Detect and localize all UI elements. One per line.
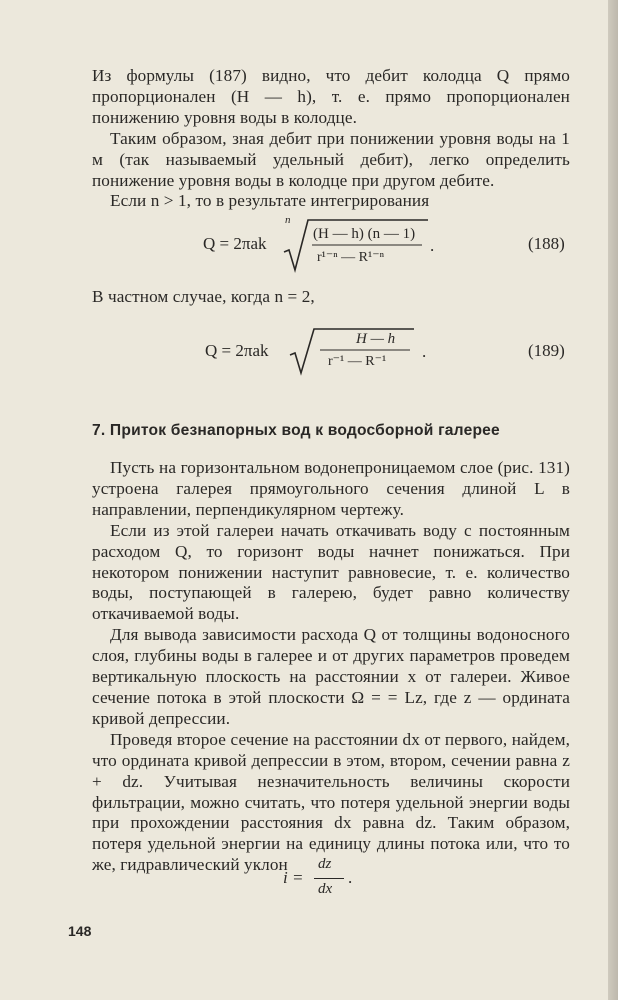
section-heading: 7. Приток безнапорных вод к водосборной галерее [92,422,500,439]
formula-189-number: (189) [528,341,565,360]
text-block-top [92,66,570,212]
formula-188-denominator: r¹⁻ⁿ — R¹⁻ⁿ [317,250,384,265]
formula-188 [0,214,608,284]
formula-189-numerator: H — h [356,331,396,347]
paragraph-4: В частном случае, когда n = 2, [92,287,315,306]
formula-slope [0,854,608,904]
paragraph-7: Для вывода зависимости расхода Q от толщины водоносного слоя, глубины воды в галерее и от других параметров проведем вертикальную плоскость на расстоянии x от галереи. Живое сечение потока в этой плоскости Ω = = Lz, где z — ордината кривой депрессии. [92,625,570,728]
formula-189 [0,325,608,385]
page-spine [608,0,618,1000]
fraction-bar-icon [314,877,344,880]
formula-189-lhs: Q = 2πak [205,341,269,360]
formula-188-number: (188) [528,234,565,253]
paragraph-2: Таким образом, зная дебит при понижении уровня воды на 1 м (так называемый удельный дебит), легко определить понижение уровня воды в колодце при другом дебите. [92,128,570,190]
formula-189-denominator: r⁻¹ — R⁻¹ [328,354,387,369]
formula-189-period: . [422,342,427,361]
paragraph-6: Если из этой галереи начать откачивать воду с постоянным расходом Q, то горизонт воды начнет понижаться. При некотором понижении наступит равновесие, т. е. количество воды, поступающей в галерею, будет равно количеству откачиваемой воды. [92,520,570,624]
formula-slope-lhs: i = [283,868,304,887]
paragraph-1: Из формулы (187) видно, что дебит колодца Q прямо пропорционален (H — h), т. е. прямо пропорционален понижению уровня воды в колодце. [92,66,570,127]
formula-188-period: . [430,236,435,255]
formula-slope-numerator: dz [318,856,332,872]
page-number: 148 [68,923,92,939]
text-block-mid [92,287,570,308]
paragraph-3: Если n > 1, то в результате интегрирования [110,191,430,211]
formula-slope-denominator: dx [318,881,333,897]
paragraph-8: Проведя второе сечение на расстоянии dx от первого, найдем, что ордината кривой депрессии в этом, втором, сечении равна z + dz. Учитывая незначительность величины скорости фильтрации, можно считать, что потеря удельной энергии воды при прохождении расстояния dx равна dz. Таким образом, потеря удельной энергии на единицу длины потока или, что то же, гидравлический уклон [92,729,570,875]
formula-188-numerator: (H — h) (n — 1) [313,226,416,242]
text-block-bottom [92,458,570,876]
formula-slope-period: . [348,868,353,887]
formula-188-lhs: Q = 2πak [203,234,267,253]
paragraph-5: Пусть на горизонтальном водонепроницаемом слое (рис. 131) устроена галерея прямоугольного сечения длиной L в направлении, перпендикулярном чертежу. [92,458,570,519]
formula-188-root-index: n [285,214,291,226]
radical-sign-icon [282,214,435,276]
